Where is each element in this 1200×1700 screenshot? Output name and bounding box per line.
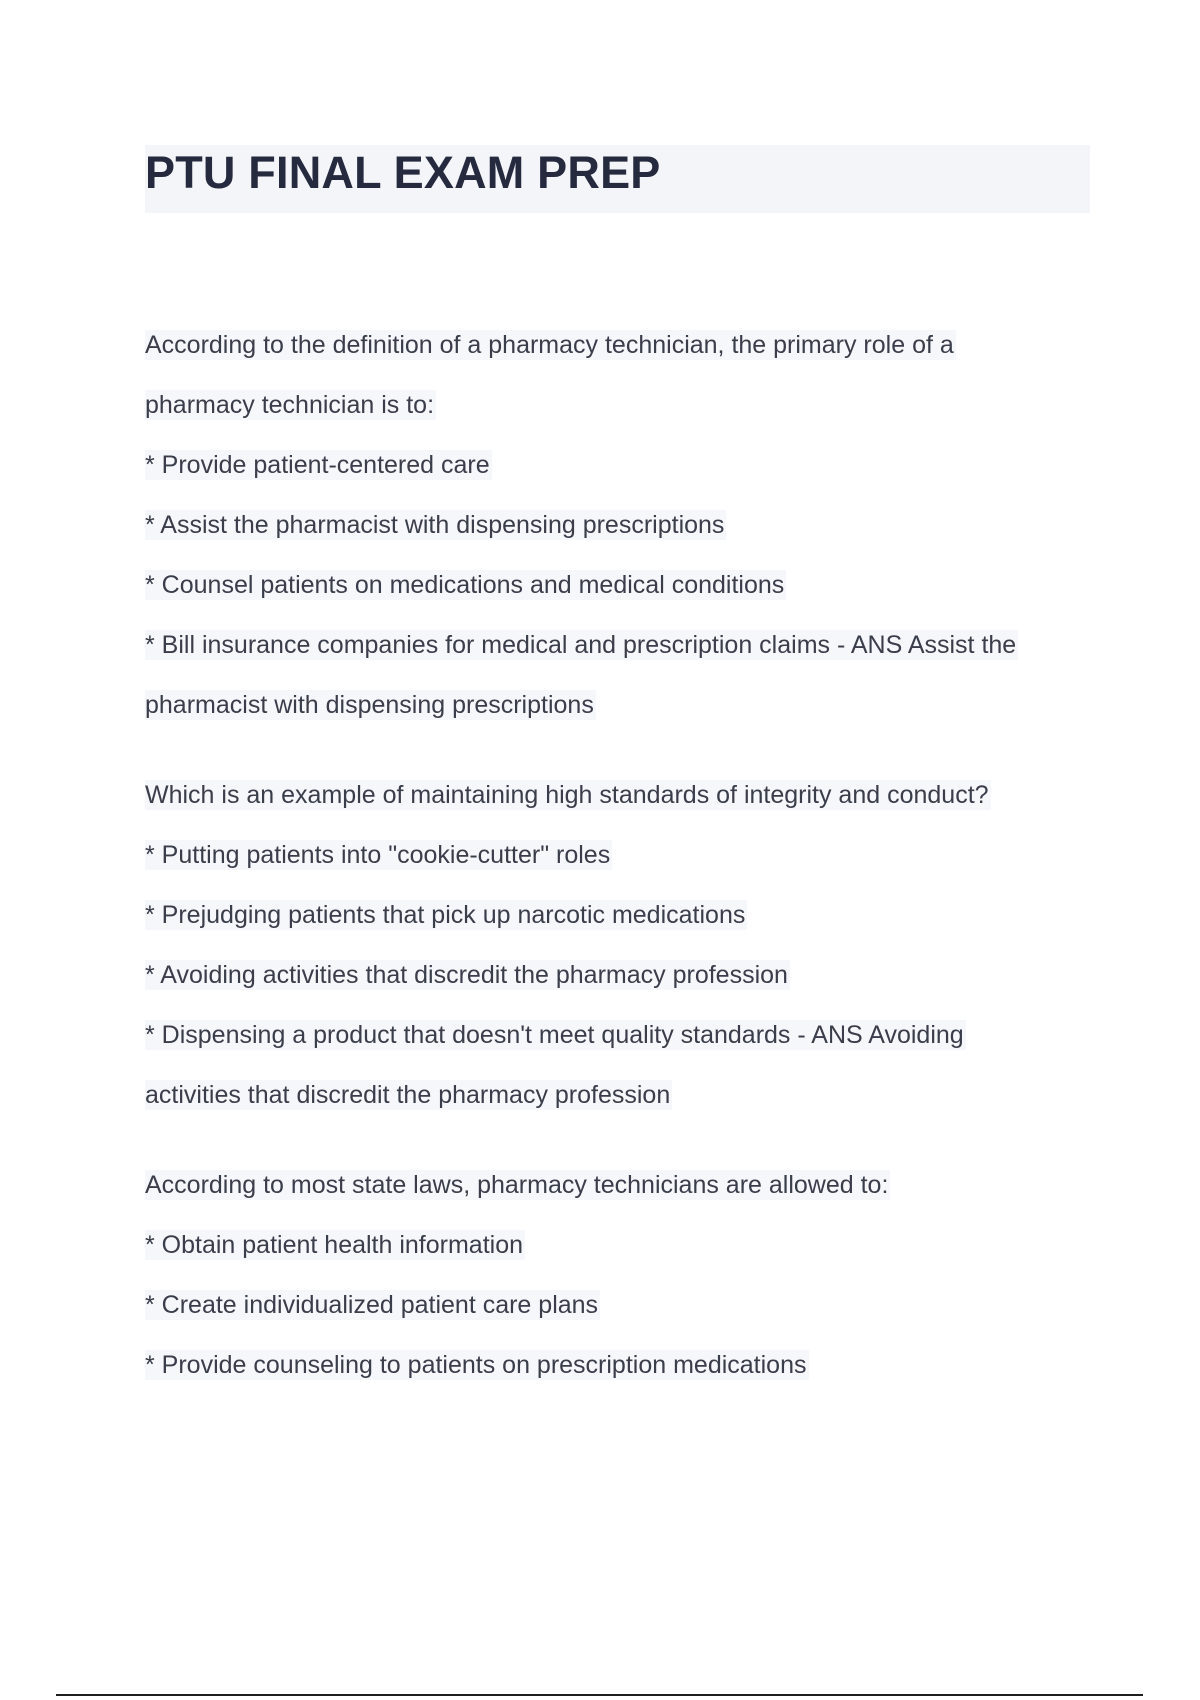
answer-option: * Bill insurance companies for medical and prescription claims - ANS Assist the <box>145 631 1017 659</box>
answer-option: * Create individualized patient care plans <box>145 1291 599 1319</box>
answer-option: * Avoiding activities that discredit the pharmacy profession <box>145 961 788 989</box>
question-text: Which is an example of maintaining high standards of integrity and conduct? <box>145 781 989 809</box>
answer-option: * Provide counseling to patients on prescription medications <box>145 1351 807 1379</box>
question-block <box>145 330 1095 720</box>
question-block <box>145 780 1095 1110</box>
answer-option: * Putting patients into "cookie-cutter" roles <box>145 841 611 869</box>
question-block <box>145 1170 1095 1380</box>
answer-option: * Obtain patient health information <box>145 1231 524 1259</box>
answer-text: activities that discredit the pharmacy profession <box>145 1081 671 1109</box>
title-band <box>145 145 1090 213</box>
answer-option: * Assist the pharmacist with dispensing prescriptions <box>145 511 725 539</box>
document-content <box>145 330 1095 1440</box>
footer-divider <box>56 1694 1143 1696</box>
answer-text: pharmacist with dispensing prescriptions <box>145 691 594 719</box>
answer-option: * Dispensing a product that doesn't meet quality standards - ANS Avoiding <box>145 1021 964 1049</box>
answer-option: * Counsel patients on medications and medical conditions <box>145 571 785 599</box>
question-text: According to the definition of a pharmacy technician, the primary role of a <box>145 331 954 359</box>
answer-option: * Prejudging patients that pick up narcotic medications <box>145 901 746 929</box>
answer-option: * Provide patient-centered care <box>145 451 490 479</box>
question-text: pharmacy technician is to: <box>145 391 435 419</box>
question-text: According to most state laws, pharmacy technicians are allowed to: <box>145 1171 889 1199</box>
page-title: PTU FINAL EXAM PREP <box>145 147 661 198</box>
